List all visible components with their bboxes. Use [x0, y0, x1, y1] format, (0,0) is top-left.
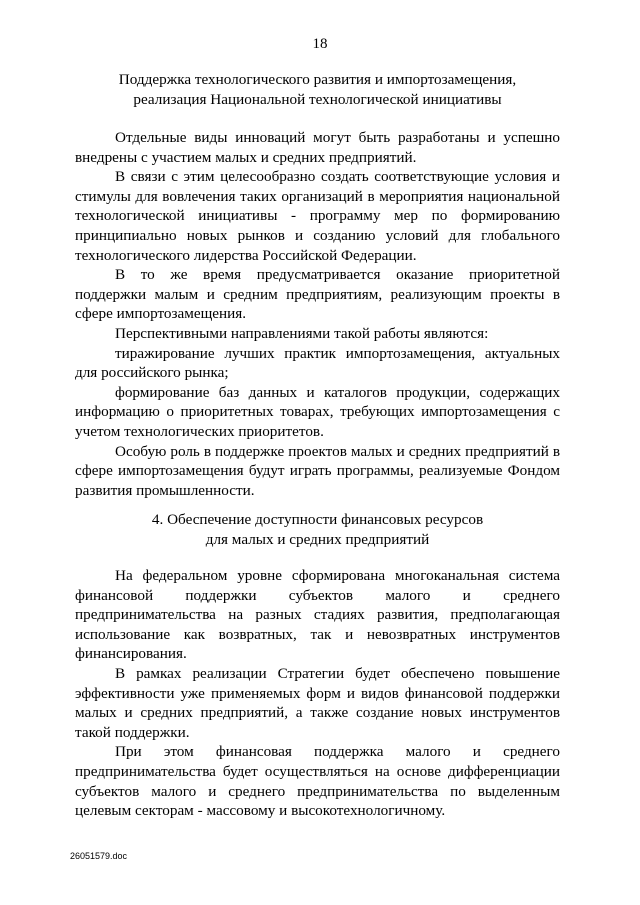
paragraph: В то же время предусматривается оказание приоритетной поддержки малым и средним предприятиям, реализующим проекты в сфере импортозамещения.: [75, 266, 560, 323]
paragraph: Особую роль в поддержке проектов малых и средних предприятий в сфере импортозамещения будут играть программы, реализуемые Фондом развития промышленности.: [75, 442, 560, 499]
section-heading-financial-resources: [75, 510, 560, 549]
section1-body: [75, 128, 560, 500]
heading-line: Поддержка технологического развития и импортозамещения,: [118, 71, 517, 88]
heading-line: реализация Национальной технологической инициативы: [133, 90, 502, 108]
paragraph: формирование баз данных и каталогов продукции, содержащих информацию о приоритетных товарах, требующих импортозамещения с учетом технологических приоритетов.: [75, 383, 560, 440]
paragraph: тиражирование лучших практик импортозамещения, актуальных для российского рынка;: [75, 344, 560, 382]
paragraph: В связи с этим целесообразно создать соответствующие условия и стимулы для вовлечения таких организаций в мероприятия национальной технологической инициативы - программу мер по формированию принципиально новых рынков и созданию условий для глобального технологического лидерства Российской Федерации.: [75, 168, 560, 264]
page-number: 18: [312, 36, 328, 52]
file-reference: 26051579.doc: [70, 851, 128, 861]
paragraph: Перспективными направлениями такой работы являются:: [115, 324, 489, 342]
heading-line: 4. Обеспечение доступности финансовых ресурсов: [151, 511, 484, 528]
paragraph: При этом финансовая поддержка малого и среднего предпринимательства будет осуществляться на основе дифференциации субъектов малого и среднего предпринимательства по выделенным целевым секторам - массовому и высокотехнологичному.: [75, 743, 560, 820]
paragraph: В рамках реализации Стратегии будет обеспечено повышение эффективности уже применяемых форм и видов финансовой поддержки малых и средних предприятий, а также создание новых инструментов такой поддержки.: [75, 664, 560, 741]
heading-line: для малых и средних предприятий: [205, 530, 430, 548]
paragraph: Отдельные виды инноваций могут быть разработаны и успешно внедрены с участием малых и средних предприятий.: [75, 129, 560, 166]
section-heading-import-substitution: [75, 70, 560, 109]
paragraph: На федеральном уровне сформирована многоканальная система финансовой поддержки субъектов малого и среднего предпринимательства на разных стадиях развития, предполагающая использование как возвратных, так и невозвратных инструментов финансирования.: [75, 567, 560, 663]
section2-body: [75, 566, 560, 821]
